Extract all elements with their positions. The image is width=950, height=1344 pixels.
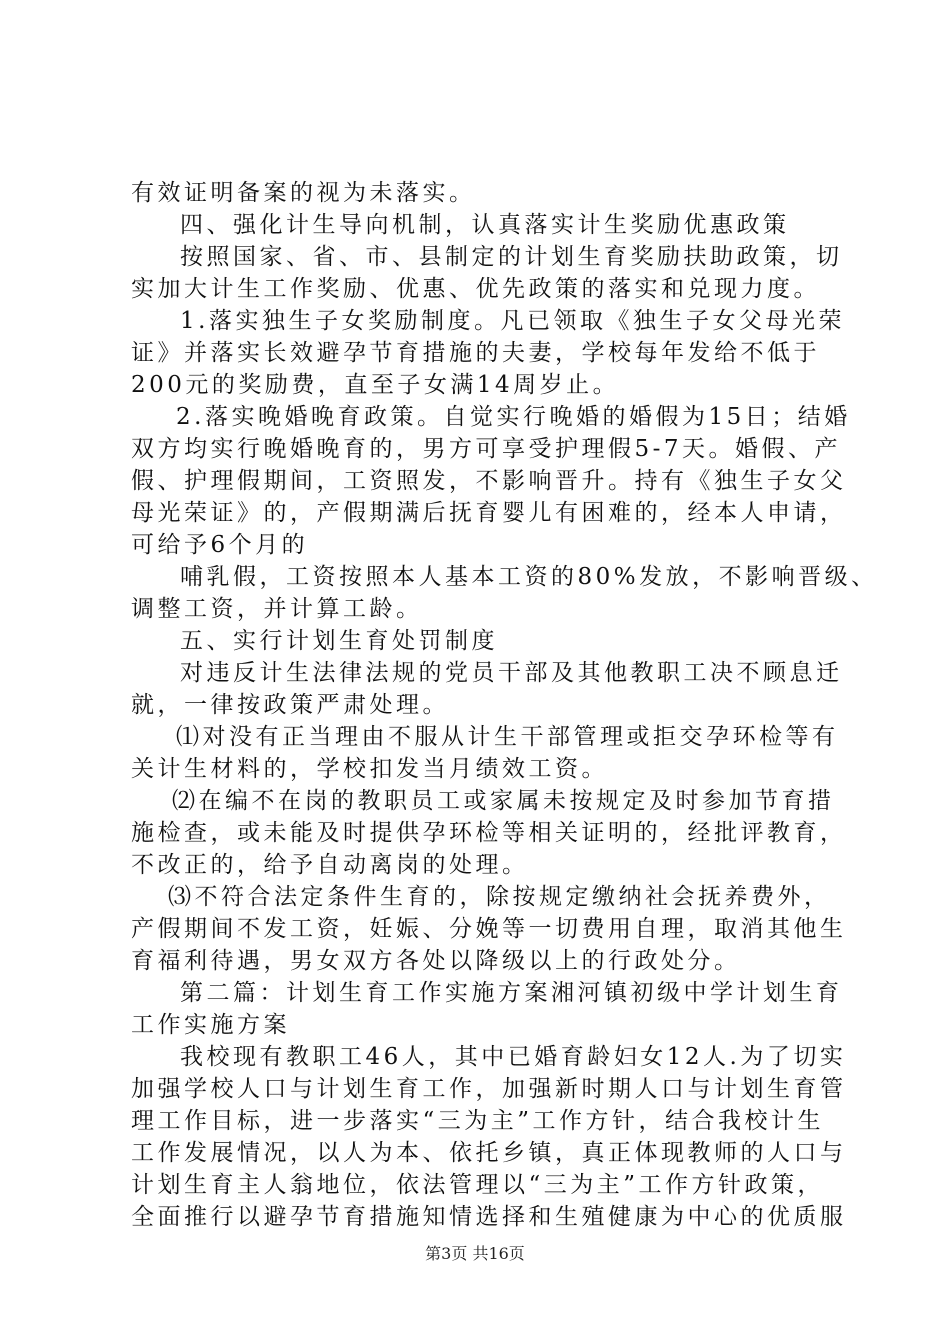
text-line: 母光荣证》的，产假期满后抚育婴儿有困难的，经本人申请，	[131, 500, 847, 526]
text-line: 关计生材料的，学校扣发当月绩效工资。	[131, 756, 608, 782]
text-line: ⑵在编不在岗的教职员工或家属未按规定及时参加节育措	[172, 788, 835, 814]
text-line: 施检查，或未能及时提供孕环检等相关证明的，经批评教育，	[131, 820, 847, 846]
text-line: 证》并落实长效避孕节育措施的夫妻，学校每年发给不低于	[131, 340, 820, 366]
text-line: 我校现有教职工46人，其中已婚育龄妇女12人.为了切实	[180, 1044, 847, 1070]
text-line: 计划生育主人翁地位，依法管理以“三为主”工作方针政策，	[131, 1172, 825, 1198]
text-line: 1.落实独生子女奖励制度。凡已领取《独生子女父母光荣	[180, 308, 845, 334]
text-line: 哺乳假，工资按照本人基本工资的80%发放，不影响晋级、	[180, 564, 878, 590]
text-line: 工作发展情况，以人为本、依托乡镇，真正体现教师的人口与	[131, 1140, 847, 1166]
text-line: 产假期间不发工资，妊娠、分娩等一切费用自理，取消其他生	[131, 916, 847, 942]
text-line: 加强学校人口与计划生育工作，加强新时期人口与计划生育管	[131, 1076, 847, 1102]
text-line: 可给予6个月的	[131, 532, 309, 558]
page-number-footer: 第3页 共16页	[425, 1244, 525, 1263]
text-line: 调整工资，并计算工龄。	[131, 596, 423, 622]
text-line: 理工作目标，进一步落实“三为主”工作方针，结合我校计生	[131, 1108, 825, 1134]
text-line: 实加大计生工作奖励、优惠、优先政策的落实和兑现力度。	[131, 276, 820, 302]
text-line: 全面推行以避孕节育措施知情选择和生殖健康为中心的优质服	[131, 1204, 847, 1230]
text-line: 双方均实行晚婚晚育的，男方可享受护理假5-7天。婚假、产	[131, 436, 842, 462]
text-line: ⑶不符合法定条件生育的，除按规定缴纳社会抚养费外，	[168, 884, 831, 910]
text-line: 2.落实晚婚晚育政策。自觉实行晚婚的婚假为15日；结婚	[176, 404, 851, 430]
text-line: 假、护理假期间，工资照发，不影响晋升。持有《独生子女父	[131, 468, 847, 494]
text-line: 就，一律按政策严肃处理。	[131, 692, 449, 718]
text-line: 育福利待遇，男女双方各处以降级以上的行政处分。	[131, 948, 741, 974]
chapter-heading: 第二篇：计划生育工作实施方案湘河镇初级中学计划生育	[180, 980, 843, 1006]
text-line: ⑴对没有正当理由不服从计生干部管理或拒交孕环检等有	[176, 724, 839, 750]
text-line: 200元的奖励费，直至子女满14周岁止。	[131, 372, 620, 398]
text-line: 对违反计生法律法规的党员干部及其他教职工决不顾息迁	[180, 660, 843, 686]
text-line: 有效证明备案的视为未落实。	[131, 180, 476, 206]
section-heading: 四、强化计生导向机制，认真落实计生奖励优惠政策	[180, 212, 790, 238]
chapter-heading: 工作实施方案	[131, 1012, 290, 1038]
text-line: 按照国家、省、市、县制定的计划生育奖励扶助政策，切	[180, 244, 843, 270]
section-heading: 五、实行计划生育处罚制度	[180, 628, 498, 654]
text-line: 不改正的，给予自动离岗的处理。	[131, 852, 529, 878]
